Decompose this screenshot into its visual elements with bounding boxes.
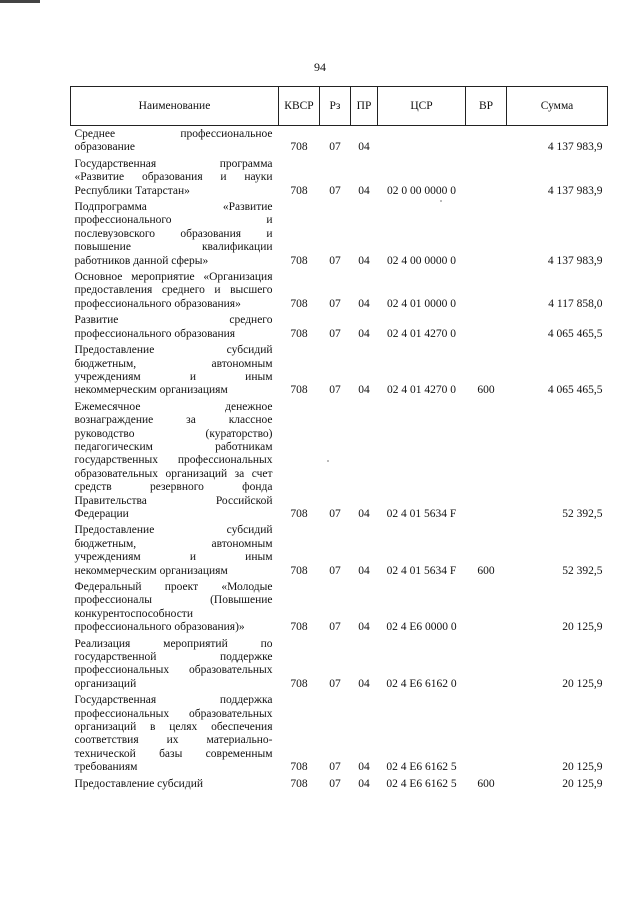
row-csr: 02 4 E6 6162 5 [386, 761, 457, 774]
row-kvsr: 708 [290, 677, 308, 690]
row-name-line: бюджетным, автономным [74, 357, 273, 370]
row-name-line: образование [74, 141, 135, 154]
row-name-line: профессионалы (Повышение [74, 594, 273, 607]
table-body [71, 126, 608, 793]
header-rz: Рз [320, 87, 351, 126]
row-sum: 20 125,9 [562, 777, 603, 790]
row-csr: 02 4 01 5634 F [386, 564, 457, 577]
row-csr: 02 0 00 0000 0 [387, 184, 456, 197]
row-csr [378, 126, 466, 156]
row-name-line: Предоставление субсидий [74, 344, 273, 357]
row-kvsr: 708 [290, 254, 308, 267]
header-csr: ЦСР [378, 87, 466, 126]
row-pr: 04 [358, 777, 370, 790]
row-rz: 07 [329, 141, 341, 154]
header-kvsr: КВСР [279, 87, 320, 126]
row-csr: 02 4 01 4270 0 [387, 384, 456, 397]
row-name-line: повышение квалификации [74, 241, 273, 254]
row-name [71, 126, 279, 156]
row-csr: 02 4 01 5634 F [386, 507, 457, 520]
row-kvsr: 708 [290, 507, 308, 520]
row-vr [466, 156, 507, 199]
table-row [71, 522, 608, 579]
row-name-line: Федерации [74, 507, 129, 520]
row-name-line: государственных профессиональных [74, 454, 273, 467]
row-rz: 07 [329, 621, 341, 634]
row-name [71, 269, 279, 312]
table-row [71, 312, 608, 342]
row-kvsr: 708 [290, 777, 308, 790]
row-vr: 600 [477, 777, 495, 790]
row-name-line: Федеральный проект «Молодые [74, 581, 273, 593]
row-vr [466, 692, 507, 775]
row-kvsr: 708 [290, 761, 308, 774]
row-name-line: профессиональных образовательных [74, 664, 273, 677]
row-kvsr: 708 [290, 564, 308, 577]
row-name-line: требованиям [74, 761, 138, 774]
row-name-line: конкурентоспособности [74, 607, 193, 620]
row-name-line: «Развитие образования и науки [74, 171, 273, 184]
row-name-line: учреждениям и иным [74, 551, 273, 564]
row-sum: 20 125,9 [562, 761, 603, 774]
table-row [71, 636, 608, 693]
row-vr [466, 399, 507, 523]
row-name-line: Государственная программа [74, 157, 273, 170]
row-name-line: работников данной сферы» [74, 254, 209, 267]
row-name-line: профессионального образования)» [74, 621, 245, 634]
scan-speck [327, 460, 329, 462]
row-pr: 04 [358, 677, 370, 690]
row-name [71, 776, 279, 792]
row-rz: 07 [329, 184, 341, 197]
row-name-line: Реализация мероприятий по [74, 637, 273, 650]
row-name-line: предоставления среднего и высшего [74, 284, 273, 297]
row-sum: 52 392,5 [562, 564, 603, 577]
table-row [71, 199, 608, 269]
row-name-line: Подпрограмма «Развитие [74, 201, 273, 214]
row-name-line: профессионального образования [74, 327, 236, 340]
row-sum: 20 125,9 [562, 621, 603, 634]
row-name-line: профессионального образования» [74, 297, 241, 310]
table-row [71, 269, 608, 312]
row-pr: 04 [358, 254, 370, 267]
row-name-line: учреждениям и иным [74, 370, 273, 383]
row-name-line: послевузовского образования и [74, 227, 273, 240]
row-name-line: вознаграждение за классное [74, 414, 273, 427]
row-vr [466, 579, 507, 636]
row-name-line: Основное мероприятие «Организация [74, 271, 273, 284]
row-name [71, 312, 279, 342]
row-name-line: Развитие среднего [74, 314, 273, 327]
table-row [71, 342, 608, 399]
row-name [71, 579, 279, 636]
row-sum: 4 065 465,5 [547, 327, 603, 340]
top-edge-mark [0, 0, 40, 3]
row-name-line: Государственная поддержка [74, 694, 273, 707]
row-vr [466, 199, 507, 269]
table-row [71, 126, 608, 156]
row-rz: 07 [329, 254, 341, 267]
row-name [71, 399, 279, 523]
row-name [71, 156, 279, 199]
row-vr [466, 312, 507, 342]
row-name [71, 692, 279, 775]
row-csr: 02 4 01 4270 0 [387, 327, 456, 340]
row-name-line: Среднее профессиональное [74, 128, 273, 140]
row-name-line: Республики Татарстан» [74, 184, 190, 197]
row-sum: 4 137 983,9 [547, 254, 603, 267]
row-csr: 02 4 00 0000 0 [387, 254, 456, 267]
scan-speck [440, 200, 442, 202]
row-rz: 07 [329, 384, 341, 397]
row-name-line: образовательных организаций за счет [74, 467, 273, 480]
row-vr: 600 [477, 384, 495, 397]
table-row [71, 579, 608, 636]
row-csr: 02 4 01 0000 0 [387, 297, 456, 310]
row-name-line: Ежемесячное денежное [74, 400, 273, 413]
row-vr: 600 [477, 564, 495, 577]
header-name: Наименование [71, 87, 279, 126]
row-name [71, 342, 279, 399]
row-sum: 20 125,9 [562, 677, 603, 690]
page-number: 94 [314, 60, 326, 74]
row-kvsr: 708 [290, 184, 308, 197]
row-name [71, 199, 279, 269]
row-pr: 04 [358, 507, 370, 520]
row-name-line: профессионального и [74, 214, 273, 227]
row-rz: 07 [329, 507, 341, 520]
row-pr: 04 [358, 297, 370, 310]
row-name-line: организаций в целях обеспечения [74, 721, 273, 734]
row-name-line: Предоставление субсидий [74, 524, 273, 537]
row-pr: 04 [358, 327, 370, 340]
row-pr: 04 [358, 184, 370, 197]
row-rz: 07 [329, 677, 341, 690]
row-name-line: технической базы современным [74, 747, 273, 760]
row-sum: 4 137 983,9 [547, 141, 603, 154]
row-name-line: педагогическим работникам [74, 440, 273, 453]
row-rz: 07 [329, 564, 341, 577]
table-header-row [71, 87, 608, 126]
row-vr [466, 636, 507, 693]
header-vr: ВР [466, 87, 507, 126]
row-name-line: некоммерческим организациям [74, 384, 228, 397]
row-rz: 07 [329, 761, 341, 774]
row-rz: 07 [329, 327, 341, 340]
row-name-line: профессиональных образовательных [74, 707, 273, 720]
row-pr: 04 [358, 564, 370, 577]
row-sum: 4 065 465,5 [547, 384, 603, 397]
row-kvsr: 708 [290, 384, 308, 397]
table-row [71, 156, 608, 199]
row-pr: 04 [358, 141, 370, 154]
row-pr: 04 [358, 761, 370, 774]
table-row [71, 692, 608, 775]
row-rz: 07 [329, 777, 341, 790]
table-row [71, 776, 608, 792]
row-name-line: государственной поддержке [74, 651, 273, 664]
row-pr: 04 [358, 384, 370, 397]
row-name-line: некоммерческим организациям [74, 564, 228, 577]
budget-table [70, 86, 608, 792]
row-csr: 02 4 E6 0000 0 [386, 621, 457, 634]
row-sum: 4 137 983,9 [547, 184, 603, 197]
row-sum: 4 117 858,0 [548, 297, 603, 310]
row-csr: 02 4 E6 6162 5 [386, 777, 457, 790]
table-row [71, 399, 608, 523]
row-name-line: Правительства Российской [74, 494, 273, 507]
row-kvsr: 708 [290, 327, 308, 340]
row-sum: 52 392,5 [562, 507, 603, 520]
row-name-line: организаций [74, 677, 137, 690]
row-rz: 07 [329, 297, 341, 310]
row-name-line: бюджетным, автономным [74, 537, 273, 550]
row-name [71, 636, 279, 693]
row-name-line: руководство (кураторство) [74, 427, 273, 440]
row-name [71, 522, 279, 579]
row-csr: 02 4 E6 6162 0 [386, 677, 457, 690]
row-name-line: соответствия их материально- [74, 734, 273, 747]
row-vr [466, 269, 507, 312]
row-vr [466, 126, 507, 156]
header-sum: Сумма [507, 87, 608, 126]
row-kvsr: 708 [290, 297, 308, 310]
row-name-line: средств резервного фонда [74, 481, 273, 494]
row-pr: 04 [358, 621, 370, 634]
row-kvsr: 708 [290, 621, 308, 634]
row-kvsr: 708 [290, 141, 308, 154]
header-pr: ПР [351, 87, 378, 126]
row-name-line: Предоставление субсидий [74, 777, 203, 790]
